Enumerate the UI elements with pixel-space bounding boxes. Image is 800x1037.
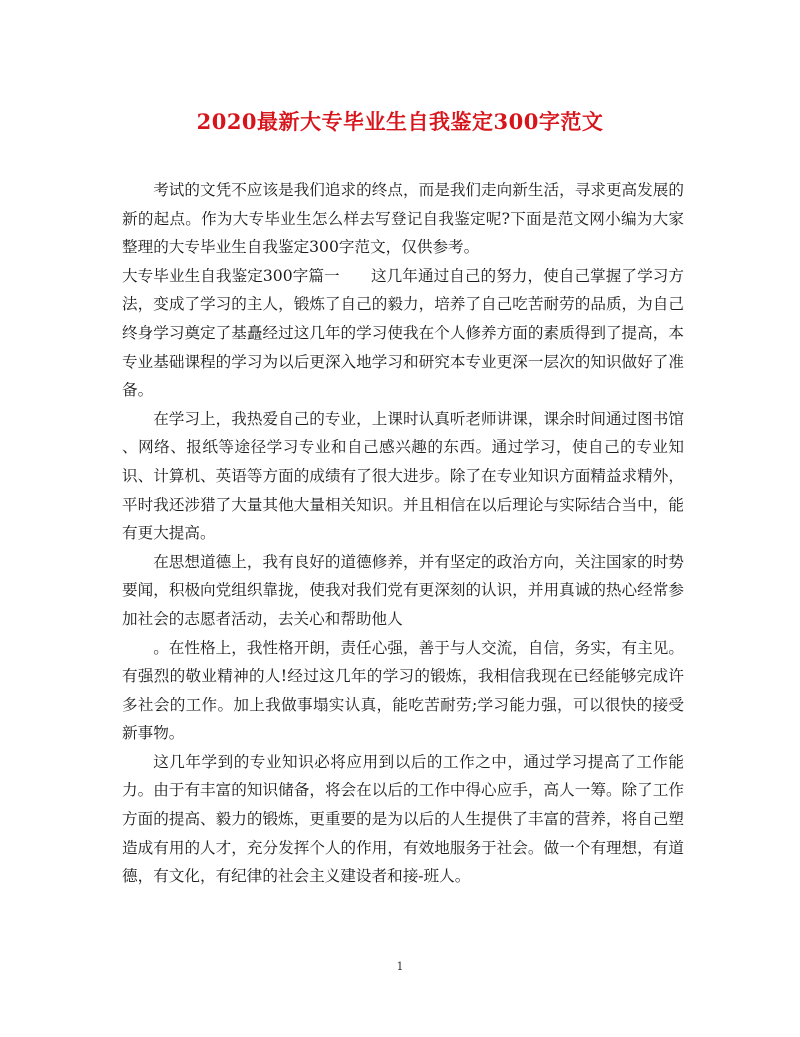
page-number: 1 [396,960,404,973]
paragraph-study: 在学习上，我热爱自己的专业，上课时认真听老师讲课，课余时间通过图书馆 、网络、报纸等途径学习专业和自己感兴趣的东西。通过学习，使自己的专业知识、计算机、英语等方面的成绩有了很大进步。除了在专业知识方面精益求精外，平时我还涉猎了大量其他大量相关知识。并且相信在以后理论与实际结合当中，能有更大提高。 [122,409,684,543]
paragraph-conclusion: 这几年学到的专业知识必将应用到以后的工作之中，通过学习提高了工作能力。由于有丰富的知识储备，将会在以后的工作中得心应手，高人一筹。除了工作方面的提高、毅力的锻炼，更重要的是为以后的人生提供了丰富的营养，将自己塑造成有用的人才，充分发挥个人的作用，有效地服务于社会。做一个有理想，有道德，有文化，有纪律的社会主义建设者和接-班人。 [122,752,684,886]
paragraph-section-one: 大专毕业生自我鉴定300字篇一 这几年通过自己的努力，使自己掌握了学习方法，变成了学习的主人，锻炼了自己的毅力，培养了自己吃苦耐劳的品质，为自己终身学习奠定了基矗经过这几年的学习使我在个人修养方面的素质得到了提高，本专业基础课程的学习为以后更深入地学习和研究本专业更深一层次的知识做好了准备。 [122,266,684,400]
paragraph-morality: 在思想道德上，我有良好的道德修养，并有坚定的政治方向，关注国家的时势要闻，积极向党组织靠拢，使我对我们党有更深刻的认识，并用真诚的热心经常参加社会的志愿者活动，去关心和帮助他人 [122,552,684,628]
paragraph-intro: 考试的文凭不应该是我们追求的终点，而是我们走向新生活，寻求更高发展的新的起点。作为大专毕业生怎么样去写登记自我鉴定呢?下面是范文网小编为大家整理的大专毕业生自我鉴定300字范文，仅供参考。 [122,181,684,257]
document-body [122,176,684,891]
document-title: 2020最新大专毕业生自我鉴定300字范文 [196,109,604,134]
paragraph-personality: 。在性格上，我性格开朗，责任心强，善于与人交流，自信，务实，有主见。 有强烈的敬业精神的人!经过这几年的学习的锻炼，我相信我现在已经能够完成许多社会的工作。加上我做事塌实认真，能吃苦耐劳;学习能力强，可以很快的接受新事物。 [122,638,684,743]
